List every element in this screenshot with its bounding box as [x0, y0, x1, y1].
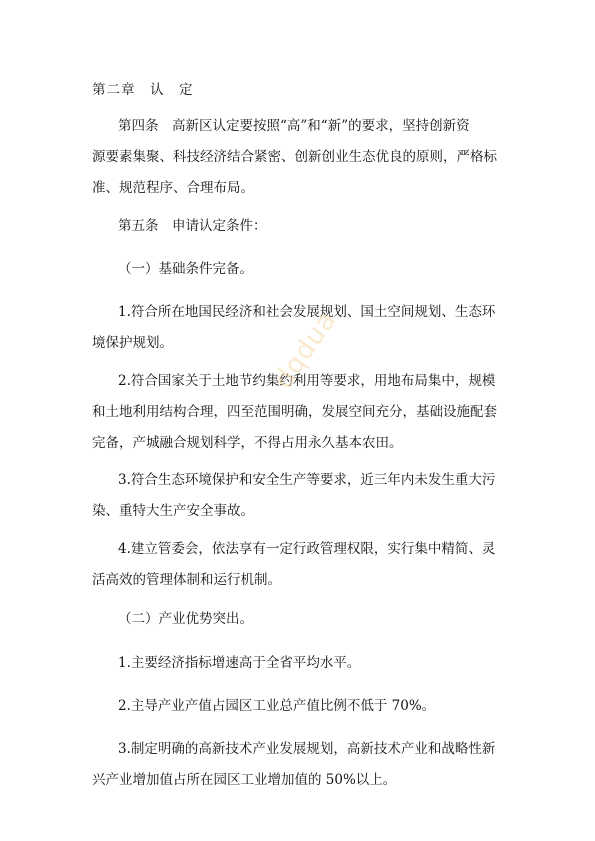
text-line: 染、重特大生产安全事故。: [92, 503, 254, 519]
text-line: 和土地利用结构合理，四至范围明确，发展空间充分，基础设施配套: [92, 404, 497, 420]
item-1-3-paragraph: [92, 465, 507, 527]
text-line: 活高效的管理体制和运行机制。: [92, 572, 281, 588]
chapter-heading: 第二章 认 定: [92, 82, 194, 98]
text-line: 1.主要经济指标增速高于全省平均水平。: [118, 655, 361, 671]
text-line: 2.主导产业产值占园区工业总产值比例不低于 70%。: [118, 698, 436, 714]
text-line: 兴产业增加值占所在园区工业增加值的 50%以上。: [92, 772, 397, 788]
watermark: dqdua: [268, 305, 343, 395]
text-line: 境保护规划。: [92, 335, 173, 351]
text-line: 3.符合生态环境保护和安全生产等要求，近三年内未发生重大污: [118, 472, 496, 488]
article-4-paragraph: [92, 111, 507, 204]
text-line: （二）产业优势突出。: [118, 611, 253, 627]
text-line: 源要素集聚、科技经济结合紧密、创新创业生态优良的原则，严格标: [92, 149, 497, 165]
text-line: 3.制定明确的高新技术产业发展规划，高新技术产业和战略性新: [118, 741, 496, 757]
article-5-paragraph: [92, 211, 507, 242]
item-2-1-paragraph: [92, 648, 507, 679]
text-line: 4.建立管委会，依法享有一定行政管理权限，实行集中精简、灵: [118, 541, 496, 557]
section-2-heading: [92, 604, 507, 635]
text-line: 准、规范程序、合理布局。: [92, 180, 254, 196]
item-1-4-paragraph: [92, 534, 507, 596]
text-line: 第四条 高新区认定要按照“高”和“新”的要求，坚持创新资: [118, 118, 470, 134]
item-2-3-paragraph: [92, 734, 507, 796]
text-line: 完备，产城融合规划科学，不得占用永久基本农田。: [92, 435, 403, 451]
text-line: 1.符合所在地国民经济和社会发展规划、国土空间规划、生态环: [118, 304, 496, 320]
text-line: （一）基础条件完备。: [118, 261, 253, 277]
text-line: 2.符合国家关于土地节约集约利用等要求，用地布局集中，规模: [118, 373, 496, 389]
section-1-heading: [92, 254, 507, 285]
text-line: 第五条 申请认定条件：: [118, 218, 267, 234]
item-2-2-paragraph: [92, 691, 507, 722]
